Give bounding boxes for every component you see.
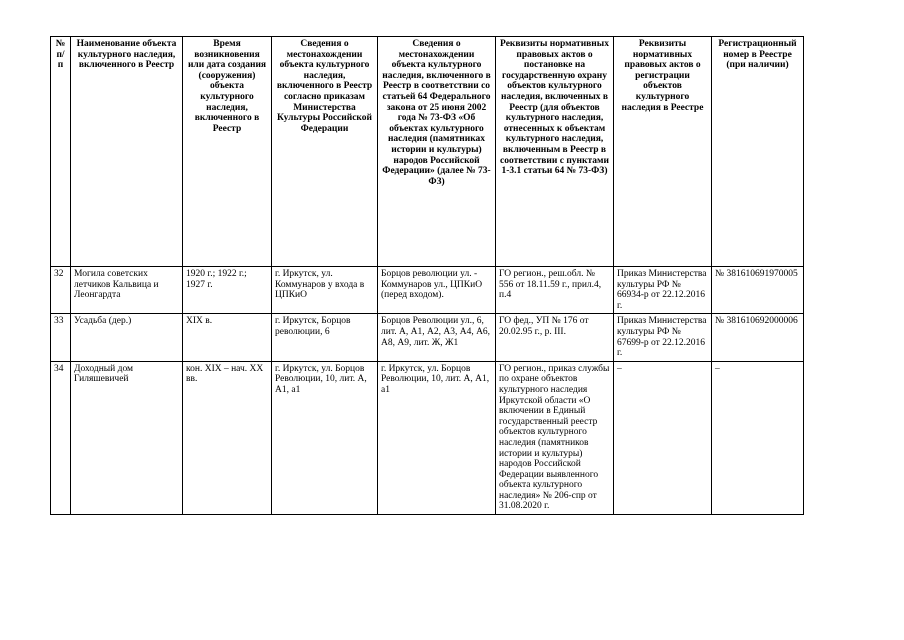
cell-object-name: Могила советских летчиков Кальвица и Леонгардта (71, 267, 183, 314)
header-protection-acts: Реквизиты нормативных правовых актов о постановке на государственную охрану объектов культурного наследия, включенных в Реестр (для объектов культурного наследия, отнесенных к объектам культурного наследия, включенным в Реестр в соответствии с пунктами 1-3.1 статьи 64 № 73-ФЗ) (496, 37, 614, 267)
table-row (51, 267, 804, 314)
cell-registration-acts: – (614, 361, 712, 514)
cell-location-ministry: г. Иркутск, Борцов революции, 6 (272, 314, 378, 361)
header-object-name: Наименование объекта культурного наследия, включенного в Реестр (71, 37, 183, 267)
cell-location-article-64: Борцов Революции ул., 6, лит. А, А1, А2, А3, А4, А6, А8, А9, лит. Ж, Ж1 (378, 314, 496, 361)
cell-registry-number: – (712, 361, 804, 514)
cell-creation-time: 1920 г.; 1922 г.; 1927 г. (183, 267, 272, 314)
cell-registry-number: № 381610692000006 (712, 314, 804, 361)
heritage-register-table (50, 36, 804, 515)
cell-registry-number: № 381610691970005 (712, 267, 804, 314)
cell-registration-acts: Приказ Министерства культуры РФ № 67699-р от 22.12.2016 г. (614, 314, 712, 361)
table-header-row (51, 37, 804, 267)
table-row (51, 314, 804, 361)
table-row (51, 361, 804, 514)
cell-protection-acts: ГО регион., реш.обл. № 556 от 18.11.59 г., прил.4, п.4 (496, 267, 614, 314)
header-location-ministry: Сведения о местонахождении объекта культурного наследия, включенного в Реестр согласно приказам Министерства Культуры Российской Федерации (272, 37, 378, 267)
cell-number: 33 (51, 314, 71, 361)
cell-number: 34 (51, 361, 71, 514)
cell-protection-acts: ГО регион., приказ службы по охране объектов культурного наследия Иркутской области «О включении в Единый государственный реестр объектов культурного наследия (памятников истории и культуры) народов Российской Федерации выявленного объекта культурного наследия» № 206-спр от 31.08.2020 г. (496, 361, 614, 514)
cell-creation-time: XIX в. (183, 314, 272, 361)
cell-object-name: Усадьба (дер.) (71, 314, 183, 361)
cell-location-ministry: г. Иркутск, ул. Коммунаров у входа в ЦПКиО (272, 267, 378, 314)
header-creation-time: Время возникновения или дата создания (сооружения) объекта культурного наследия, включенного в Реестр (183, 37, 272, 267)
header-registration-acts: Реквизиты нормативных правовых актов о регистрации объектов культурного наследия в Реестре (614, 37, 712, 267)
cell-location-article-64: г. Иркутск, ул. Борцов Революции, 10, лит. А, А1, а1 (378, 361, 496, 514)
cell-number: 32 (51, 267, 71, 314)
cell-registration-acts: Приказ Министерства культуры РФ № 66934-р от 22.12.2016 г. (614, 267, 712, 314)
cell-location-ministry: г. Иркутск, ул. Борцов Революции, 10, лит. А, А1, а1 (272, 361, 378, 514)
header-number: № п/п (51, 37, 71, 267)
header-registry-number: Регистрационный номер в Реестре (при наличии) (712, 37, 804, 267)
cell-protection-acts: ГО фед., УП № 176 от 20.02.95 г., р. III. (496, 314, 614, 361)
cell-creation-time: кон. XIX – нач. XX вв. (183, 361, 272, 514)
cell-object-name: Доходный дом Гиляшевичей (71, 361, 183, 514)
header-location-article-64: Сведения о местонахождении объекта культурного наследия, включенного в Реестр в соответствии со статьей 64 Федерального закона от 25 июня 2002 года № 73-ФЗ «Об объектах культурного наследия (памятниках истории и культуры) народов Российской Федерации» (далее № 73-ФЗ) (378, 37, 496, 267)
cell-location-article-64: Борцов революции ул. - Коммунаров ул., ЦПКиО (перед входом). (378, 267, 496, 314)
